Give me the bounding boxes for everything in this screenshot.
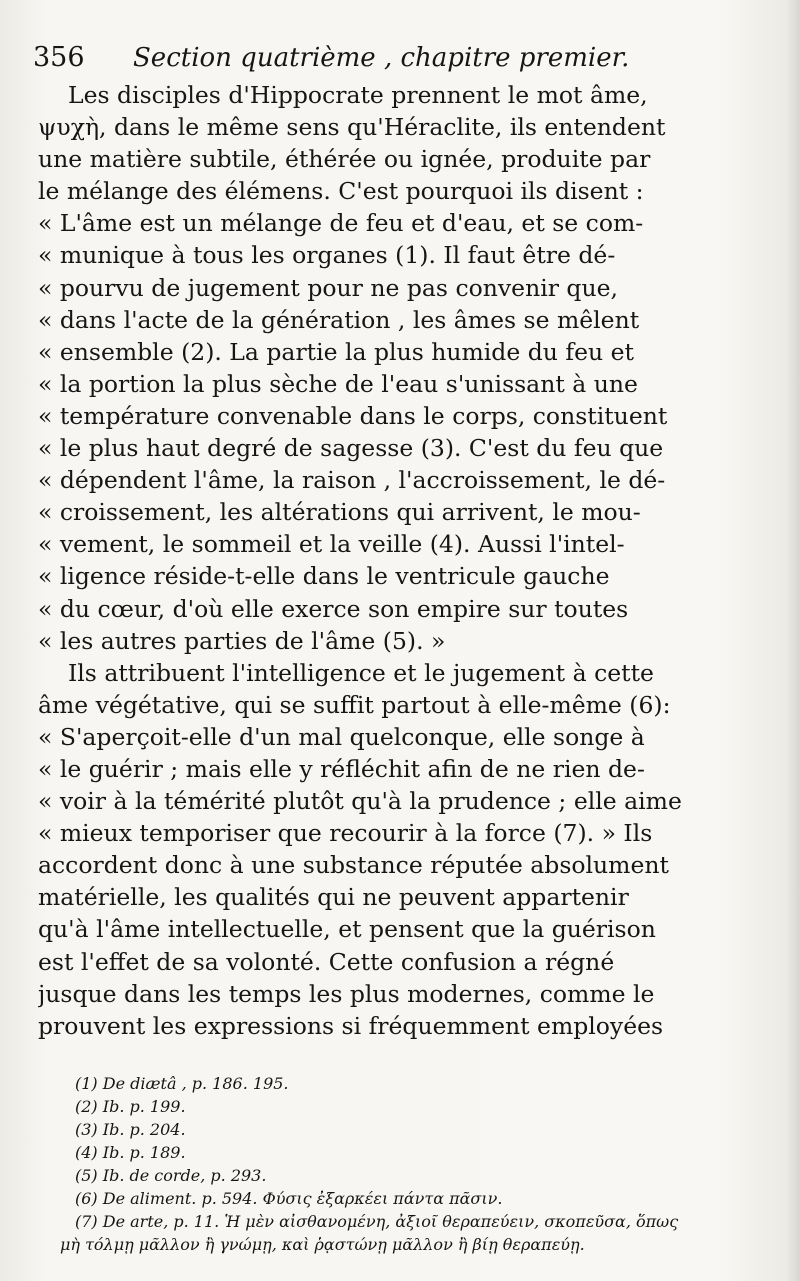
- text-line: matérielle, les qualités qui ne peuvent appartenir: [38, 883, 629, 912]
- text-line: « vement, le sommeil et la veille (4). Aussi l'intel-: [38, 530, 625, 559]
- footnote: (5) Ib. de corde, p. 293.: [75, 1166, 267, 1185]
- footnote: (4) Ib. p. 189.: [75, 1143, 186, 1162]
- text-line: qu'à l'âme intellectuelle, et pensent que la guérison: [38, 915, 656, 944]
- text-line: « pourvu de jugement pour ne pas convenir que,: [38, 273, 618, 302]
- text-line: « température convenable dans le corps, constituent: [38, 401, 668, 430]
- text-line: Ils attribuent l'intelligence et le jugement à cette: [68, 658, 654, 687]
- text-line: « ensemble (2). La partie la plus humide du feu et: [38, 337, 634, 366]
- text-line: jusque dans les temps les plus modernes, comme le: [38, 979, 655, 1008]
- text-line: « dans l'acte de la génération , les âmes se mêlent: [38, 305, 640, 334]
- footnotes: [60, 1072, 775, 1256]
- text-line: le mélange des élémens. C'est pourquoi ils disent :: [38, 177, 644, 206]
- text-line: Les disciples d'Hippocrate prennent le mot âme,: [68, 81, 648, 109]
- text-line: accordent donc à une substance réputée absolument: [38, 851, 669, 880]
- text-line: « le guérir ; mais elle y réfléchit afin de ne rien de-: [38, 754, 645, 783]
- footnote: (3) Ib. p. 204.: [75, 1120, 186, 1139]
- text-line: « croissement, les altérations qui arrivent, le mou-: [38, 498, 641, 527]
- text-line: « munique à tous les organes (1). Il faut être dé-: [38, 241, 616, 270]
- page-number: 356: [33, 42, 85, 73]
- body-text: [38, 79, 778, 1042]
- text-line: une matière subtile, éthérée ou ignée, produite par: [38, 145, 651, 174]
- text-line: « L'âme est un mélange de feu et d'eau, et se com-: [38, 209, 644, 238]
- footnote: (7) De arte, p. 11. Ἡ μὲν αἰσθανομένη, ἀξιοῖ θεραπεύειν, σκοπεῦσα, ὅπως: [75, 1212, 679, 1231]
- text-line: « les autres parties de l'âme (5). »: [38, 626, 446, 655]
- page-header: [33, 40, 753, 76]
- text-line: âme végétative, qui se suffit partout à elle-même (6):: [38, 690, 671, 719]
- text-line: « S'aperçoit-elle d'un mal quelconque, elle songe à: [38, 722, 645, 751]
- text-line: « le plus haut degré de sagesse (3). C'est du feu que: [38, 434, 664, 463]
- text-line: est l'effet de sa volonté. Cette confusion a régné: [38, 947, 615, 976]
- text-line: « voir à la témérité plutôt qu'à la prudence ; elle aime: [38, 787, 682, 816]
- text-line: ψυχὴ, dans le même sens qu'Héraclite, ils entendent: [38, 113, 666, 142]
- text-line: « du cœur, d'où elle exerce son empire sur toutes: [38, 594, 629, 623]
- text-line: « mieux temporiser que recourir à la force (7). » Ils: [38, 819, 653, 848]
- footnote-continuation: μὴ τόλμῃ μᾶλλον ἢ γνώμῃ, καὶ ῥᾳστώνῃ μᾶλλον ἢ βίῃ θεραπεύῃ.: [60, 1235, 585, 1254]
- footnote: (6) De aliment. p. 594. Φύσις ἐξαρκέει πάντα πᾶσιν.: [75, 1189, 503, 1208]
- page-edge-shadow: [786, 0, 800, 1281]
- running-head: Section quatrième , chapitre premier.: [133, 43, 630, 73]
- footnote: (2) Ib. p. 199.: [75, 1097, 186, 1116]
- text-line: prouvent les expressions si fréquemment employées: [38, 1011, 664, 1040]
- text-line: « la portion la plus sèche de l'eau s'unissant à une: [38, 369, 638, 398]
- footnote: (1) De diætâ , p. 186. 195.: [75, 1074, 289, 1093]
- text-line: « ligence réside-t-elle dans le ventricule gauche: [38, 562, 610, 591]
- text-line: « dépendent l'âme, la raison , l'accroissement, le dé-: [38, 466, 666, 495]
